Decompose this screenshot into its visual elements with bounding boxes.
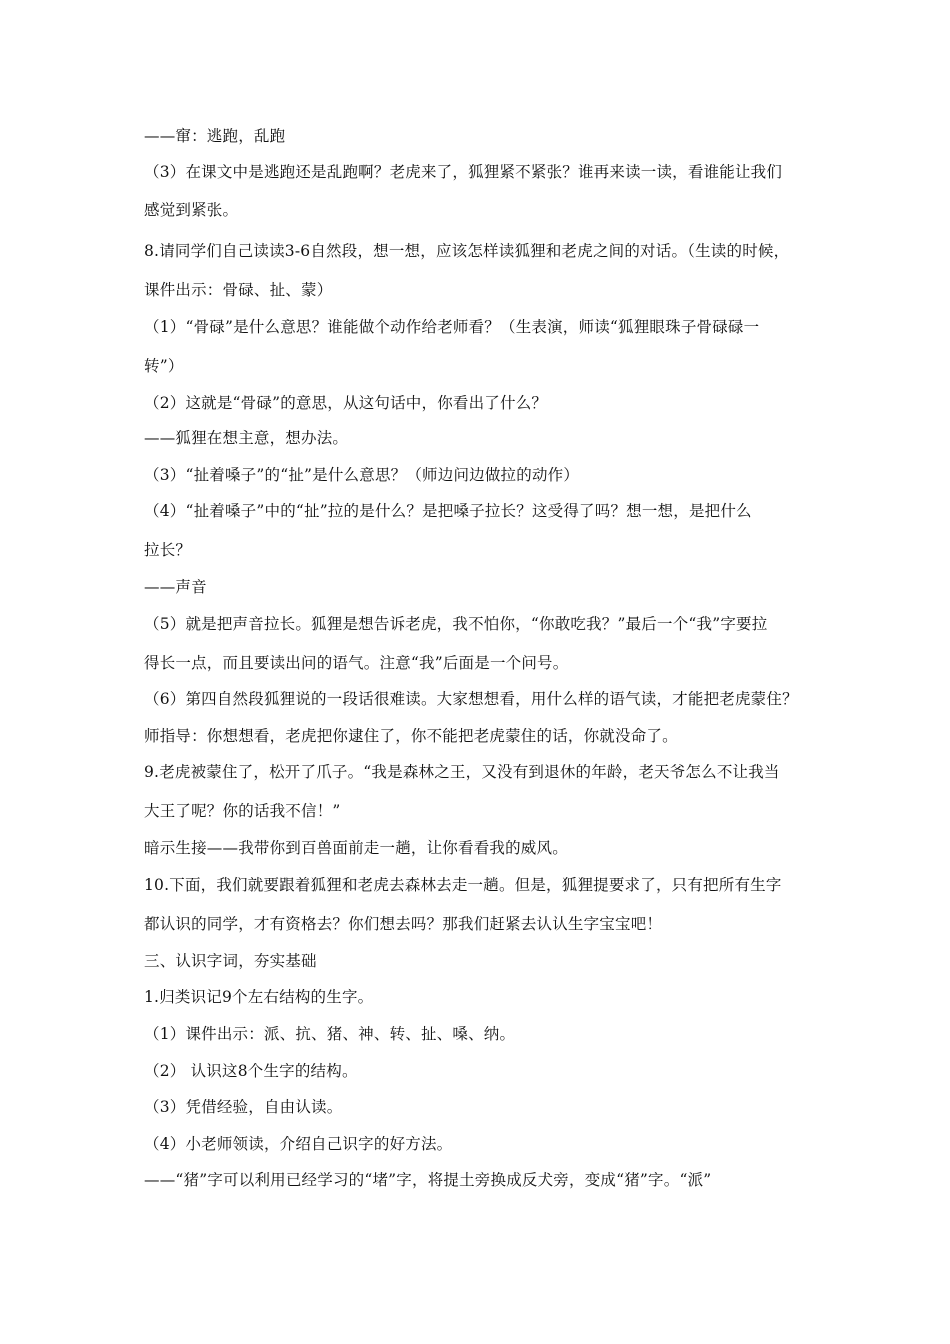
text-line: 得长一点，而且要读出问的语气。注意“我”后面是一个问号。 [144,654,569,672]
text-line: （4）小老师领读，介绍自己识字的好方法。 [144,1135,453,1153]
text-line: （3）凭借经验，自由认读。 [144,1098,343,1116]
text-line: 大王了呢？你的话我不信！” [144,802,341,820]
text-line: ——狐狸在想主意，想办法。 [144,429,349,447]
text-line: 拉长？ [144,541,192,559]
text-line: 10.下面，我们就要跟着狐狸和老虎去森林去走一趟。但是，狐狸提要求了，只有把所有生字 [144,876,782,894]
text-line: 暗示生接——我带你到百兽面前走一趟，让你看看我的威风。 [144,839,568,857]
text-line: （5）就是把声音拉长。狐狸是想告诉老虎，我不怕你，“你敢吃我？”最后一个“我”字要拉 [144,615,768,633]
text-line: （1）课件出示：派、抗、猪、神、转、扯、嗓、纳。 [144,1025,516,1043]
text-line: （4）“扯着嗓子”中的“扯”拉的是什么？是把嗓子拉长？这受得了吗？想一想，是把什么 [144,502,752,520]
text-line: 8.请同学们自己读读3-6自然段，想一想，应该怎样读狐狸和老虎之间的对话。（生读的时候， [144,242,790,260]
text-line: 9.老虎被蒙住了，松开了爪子。“我是森林之王，又没有到退休的年龄，老天爷怎么不让我当 [144,763,780,781]
text-line: 都认识的同学，才有资格去？你们想去吗？那我们赶紧去认认生字宝宝吧！ [144,915,663,933]
text-line: ——“猪”字可以利用已经学习的“堵”字，将提土旁换成反犬旁，变成“猪”字。“派” [144,1171,712,1189]
text-line: ——声音 [144,578,207,596]
text-line: （2）这就是“骨碌”的意思，从这句话中，你看出了什么？ [144,394,548,412]
text-line: 转”） [144,357,184,375]
text-line: 师指导：你想想看，老虎把你逮住了，你不能把老虎蒙住的话，你就没命了。 [144,727,678,745]
text-line: （6）第四自然段狐狸说的一段话很难读。大家想想看，用什么样的语气读，才能把老虎蒙住？ [144,690,798,708]
text-line: 课件出示：骨碌、扯、蒙） [144,281,333,299]
section-heading: 三、认识字词，夯实基础 [144,952,317,970]
text-line: ——窜：逃跑，乱跑 [144,127,286,145]
text-line: （3）“扯着嗓子”的“扯”是什么意思？（师边问边做拉的动作） [144,466,580,484]
text-line: （1）“骨碌”是什么意思？谁能做个动作给老师看？（生表演，师读“狐狸眼珠子骨碌碌一 [144,318,760,336]
text-line: 感觉到紧张。 [144,201,239,219]
text-line: 1.归类识记9个左右结构的生字。 [144,988,374,1006]
text-line: （2） 认识这8个生字的结构。 [144,1062,358,1080]
text-line: （3）在课文中是逃跑还是乱跑啊？老虎来了，狐狸紧不紧张？谁再来读一读，看谁能让我们 [144,163,783,181]
